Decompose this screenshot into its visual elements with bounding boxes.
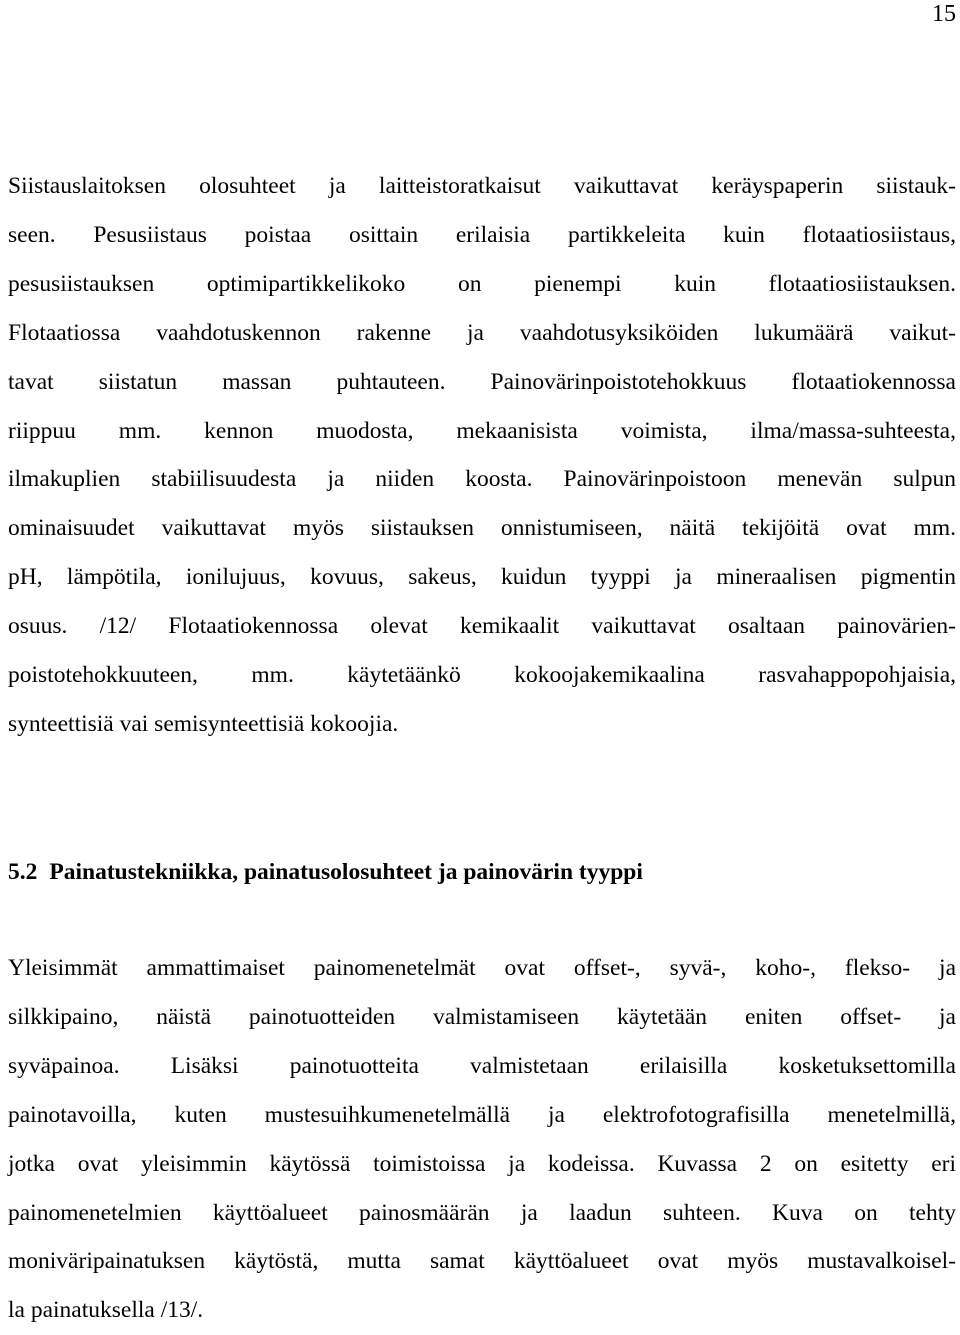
paragraph-line: la painatuksella /13/. bbox=[8, 1297, 204, 1324]
paragraph-painomenetelmat bbox=[8, 944, 956, 1335]
paragraph-siistaus bbox=[8, 162, 956, 749]
paragraph-line: Flotaatiossa vaahdotuskennon rakenne ja vaahdotusyksiköiden lukumäärä vaikut- bbox=[8, 319, 956, 346]
paragraph-line: Siistauslaitoksen olosuhteet ja laitteistoratkaisut vaikuttavat keräyspaperin siistauk- bbox=[8, 173, 956, 199]
paragraph-line: silkkipaino, näistä painotuotteiden valmistamiseen käytetään eniten offset- ja bbox=[8, 1003, 956, 1030]
paragraph-line: ominaisuudet vaikuttavat myös siistauksen onnistumiseen, näitä tekijöitä ovat mm. bbox=[8, 515, 956, 542]
paragraph-line: painotavoilla, kuten mustesuihkumenetelmällä ja elektrofotografisilla menetelmillä, bbox=[8, 1101, 956, 1128]
section-number: 5.2 bbox=[8, 859, 38, 885]
paragraph-line: synteettisiä vai semisynteettisiä kokoojia. bbox=[8, 710, 399, 737]
paragraph-line: ilmakuplien stabiilisuudesta ja niiden koosta. Painovärinpoistoon menevän sulpun bbox=[8, 466, 956, 493]
paragraph-line: osuus. /12/ Flotaatiokennossa olevat kemikaalit vaikuttavat osaltaan painovärien- bbox=[8, 613, 956, 640]
paragraph-line: seen. Pesusiistaus poistaa osittain erilaisia partikkeleita kuin flotaatiosiistaus, bbox=[8, 221, 956, 248]
paragraph-line: pesusiistauksen optimipartikkelikoko on pienempi kuin flotaatiosiistauksen. bbox=[8, 270, 956, 297]
paragraph-line: poistotehokkuuteen, mm. käytetäänkö kokoojakemikaalina rasvahappopohjaisia, bbox=[8, 662, 956, 689]
paragraph-line: Yleisimmät ammattimaiset painomenetelmät ovat offset-, syvä-, koho-, flekso- ja bbox=[8, 955, 956, 981]
paragraph-line: moniväripainatuksen käytöstä, mutta samat käyttöalueet ovat myös mustavalkoisel- bbox=[8, 1248, 956, 1275]
paragraph-line: syväpainoa. Lisäksi painotuotteita valmistetaan erilaisilla kosketuksettomilla bbox=[8, 1052, 956, 1079]
page-number: 15 bbox=[932, 1, 956, 27]
paragraph-line: painomenetelmien käyttöalueet painosmäärän ja laadun suhteen. Kuva on tehty bbox=[8, 1199, 956, 1226]
paragraph-line: pH, lämpötila, ionilujuus, kovuus, sakeus, kuidun tyyppi ja mineraalisen pigmentin bbox=[8, 564, 956, 591]
paragraph-line: jotka ovat yleisimmin käytössä toimistoissa ja kodeissa. Kuvassa 2 on esitetty eri bbox=[8, 1150, 956, 1177]
paragraph-line: riippuu mm. kennon muodosta, mekaanisista voimista, ilma/massa-suhteesta, bbox=[8, 417, 956, 444]
section-heading bbox=[8, 852, 643, 892]
paragraph-line: tavat siistatun massan puhtauteen. Painovärinpoistotehokkuus flotaatiokennossa bbox=[8, 368, 956, 395]
section-title: Painatustekniikka, painatusolosuhteet ja painovärin tyyppi bbox=[49, 859, 643, 885]
